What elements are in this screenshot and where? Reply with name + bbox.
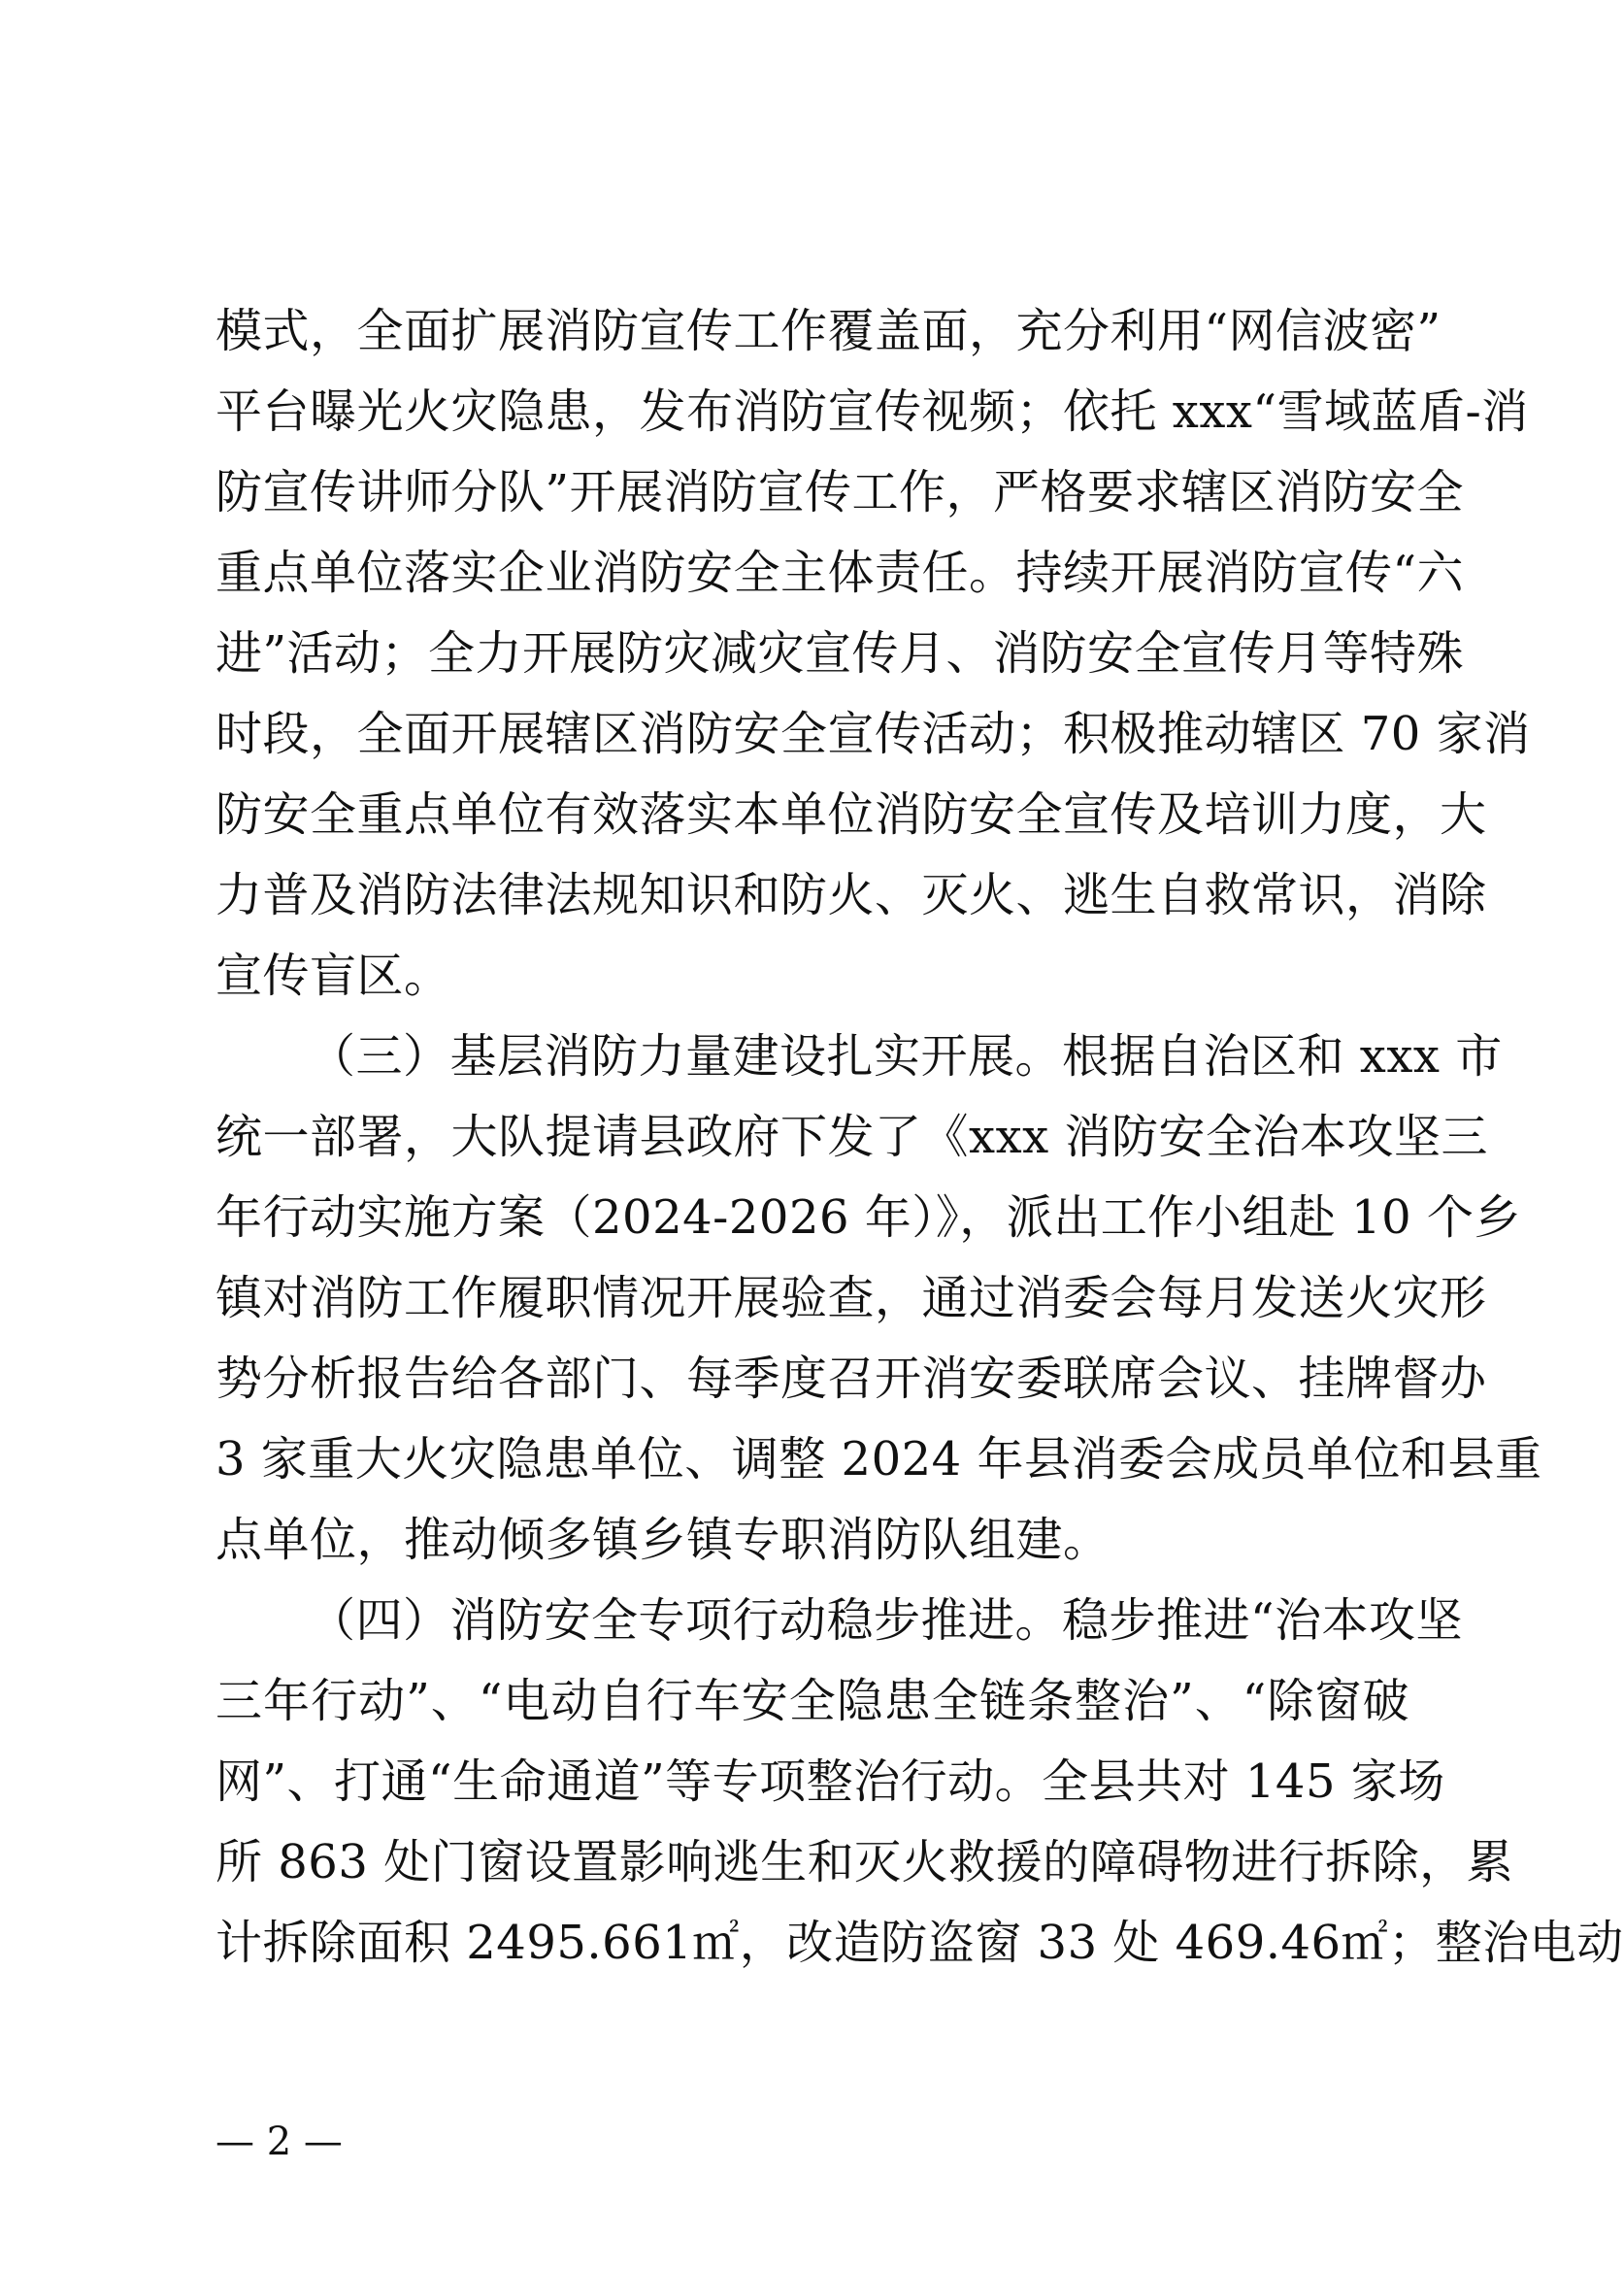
text-line-2: 平台曝光火灾隐患，发布消防宣传视频；依托 xxx“雪域蓝盾-消 <box>215 384 1529 439</box>
text-line-9: 宣传盲区。 <box>215 949 451 1003</box>
text-line-3: 防宣传讲师分队”开展消防宣传工作，严格要求辖区消防安全 <box>215 465 1465 519</box>
text-line-6: 时段，全面开展辖区消防安全宣传活动；积极推动辖区 70 家消 <box>215 707 1531 761</box>
text-line-18: 三年行动”、“电动自行车安全隐患全链条整治”、“除窗破 <box>215 1674 1409 1728</box>
section-4-heading-line: （四）消防安全专项行动稳步推进。稳步推进“治本攻坚 <box>309 1593 1464 1648</box>
text-line-12: 年行动实施方案（2024-2026 年）》，派出工作小组赴 10 个乡 <box>215 1190 1521 1245</box>
text-line-13: 镇对消防工作履职情况开展验查，通过消委会每月发送火灾形 <box>215 1271 1487 1325</box>
text-line-7: 防安全重点单位有效落实本单位消防安全宣传及培训力度，大 <box>215 787 1487 842</box>
text-line-14: 势分析报告给各部门、每季度召开消安委联席会议、挂牌督办 <box>215 1352 1487 1406</box>
text-line-21: 计拆除面积 2495.661㎡，改造防盗窗 33 处 469.46㎡；整治电动 <box>215 1916 1624 1970</box>
text-line-15: 3 家重大火灾隐患单位、调整 2024 年县消委会成员单位和县重 <box>215 1432 1542 1486</box>
text-line-11: 统一部署，大队提请县政府下发了《xxx 消防安全治本攻坚三 <box>215 1110 1488 1164</box>
text-line-20: 所 863 处门窗设置影响逃生和灭火救援的障碍物进行拆除，累 <box>215 1835 1514 1889</box>
text-line-19: 网”、打通“生命通道”等专项整治行动。全县共对 145 家场 <box>215 1754 1445 1809</box>
page-number: — 2 — <box>215 2120 343 2164</box>
text-line-16: 点单位，推动倾多镇乡镇专职消防队组建。 <box>215 1513 1110 1567</box>
section-3-heading-line: （三）基层消防力量建设扎实开展。根据自治区和 xxx 市 <box>309 1029 1503 1084</box>
text-line-4: 重点单位落实企业消防安全主体责任。持续开展消防宣传“六 <box>215 546 1465 600</box>
text-line-1: 模式，全面扩展消防宣传工作覆盖面，充分利用“网信波密” <box>215 304 1442 358</box>
text-line-8: 力普及消防法律法规知识和防火、灭火、逃生自救常识，消除 <box>215 868 1487 922</box>
body-text <box>215 291 1624 1984</box>
text-line-5: 进”活动；全力开展防灾减灾宣传月、消防安全宣传月等特殊 <box>215 626 1465 681</box>
